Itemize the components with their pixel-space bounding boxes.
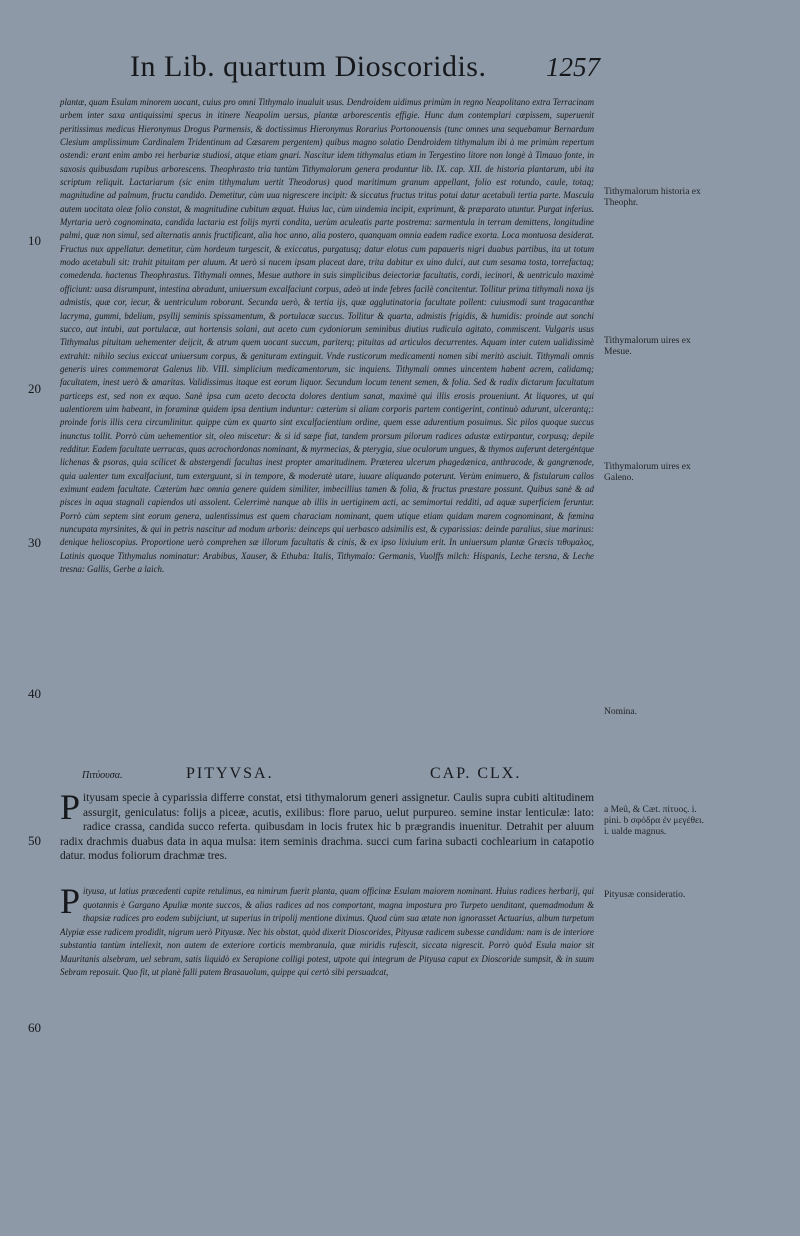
commentary-text: plantæ, quam Esulam minorem uocant, cuius pro omni Tithymalo inualuit usus. Dendroidem uidimus primùm in regno Neapolitano extra Terracinam urbem inter saxa antiquissimi specus in itinere Neapolim uersus, plantæ arborescentis effigie. Hunc dum contemplari cœpissem, superuenit peritissimus medicus Hieronymus Drogus Parmensis, & doctissimus Hieronymus Rorarius Portonouensis (tunc omnes una sequebamur Bernardum Clesium amplissimum Cardinalem Tridentinum ad Cæsarem pergentem) quibus magno solatio Dendroidem tithymalum ibi à me primùm repertum ostendi: erant enim ambo rei herbariæ studiosi, atque etiam gnari. Nascitur idem tithymalus etiam in Tergestino litore non longè à Timauo fonte, in saxosis quibusdam rupibus arborescens. Theophrasto tria tantùm Tithymalorum genera produntur lib. IX. cap. XII. de historia plantarum, ubi ita scriptum reliquit. Lactariarum (sic enim tithymalum uertit Theodorus) quod maritimum granum appellant, folio est rotundo, caule, totaq; magnitudine ad palmum, fructu candido. Demetitur, cùm uua nigrescere incipit: & siccatus fructus tritus potui datur acetabuli tertia parte. Mascula autem uocitata oleæ folio constat, & magnitudine cubitum æquat. Huius lac, cùm uindemia incipit, exprimunt, & præparato utuntur. Purgat inferius. Myrtaria uerò cognominata, candida lactaria est folijs myrti condita, uerùm aculeatis parte postrema: sarmentula in terram demittens, longitudine palmi, quæ non simul, sed alternatis annis fructificant, alia hoc anno, alia postero, quanquam omnia eadem radice exorta. Loca montuosa desiderat. Fructus nux appellatur. demetitur, cùm hordeum turgescit, & exiccatus, purgatusq; datur elotus cum papaueris nigri duabus partibus, ita ut totum modo acetabuli sit: trahit pituitam per aluum. At uerò si nucem ipsam placeat dare, trita dabitur ex uino dulci, aut cum sesama tosta, torrefactaq; comedenda. hactenus Theophrastus. Tithymali omnes, Mesue authore in suis simplicibus deiectoriæ facultatis, cordi, iecinori, & uentriculo maximè officiunt: uasa disrumpunt, intestina abradunt, uniuersum excalfaciunt corpus, adeò ut inde febres facilè concitentur. Tollitur prima tithymali noxa ijs admistis, quæ cor, iecur, & uentriculum roborant. Secunda uerò, & tertia ijs, quæ agglutinatoria facultate pollent: cuiusmodi sunt tragacanthæ lacryma, gummi, bdelium, psyllij seminis spissamentum, & portulacæ succus. Tollitur & quarta, admistis frigidis, & humidis: proinde aut sonchi succo, aut intubi, aut portulacæ, aut hortensis solani, aut aceto cum cydoniorum seminibus diutius rudicula agitato, commiscent. Vulgaris usus Tithymalus pituitam uehementer deijcit, & atrum quem uocant succum, pariterq; pituitas ad articulos decurrentes. Aquam inter cutem ualidissimè extrahit: nihilo secius exiccat uniuersum corpus, & genituram extinguit. Vnde rusticorum medicamenti nomen sibi meritò asciuit. Tithymali omnis generis uires commemorat Galenus lib. VIII. simplicium medicamentorum, sic inquiens. Tithymali omnes uincentem habent acrem, calidamq; facultatem, inest uerò & amaritas. Validissimus itaque est eorum liquor. Secundum locum tenent semen, & folia. Sed & radix dictarum facultatum particeps est, sed non ex æquo. Sanè ipsa cum aceto decocta dolores dentium sanat, maximè qui illis erosis proueniunt. At liquores, ut qui ualentiorem uim habeant, in foraminæ quidem ipsa dentium induntur: cæterùm si aliam corporis partem contigerint, continuò adurunt, ulcerantq;: proinde foris illis cera circumlinitur. quippe cùm ex quarto sint excalfacientium ordine, quem esse adurentium posuimus. Sic pilos quoque succus inunctus tollit. Porrò cùm uehementior sit, oleo miscetur: & si id sæpe fiat, tandem prorsum pilorum radices adustæ extirpantur, corpusq; depile redditur. Eadem facultate uerrucas, quas acrochordonas nominant, & myrmecias, & pterygia, siue oculorum ungues, & thymos auferunt detergéntque lichenas & psoras, quia scilicet & abstergendi facultas inest propter amaritudinem. Præterea ulcerum phagedænica, anthracode, & gangrænode, quia ualenter tum excalfaciunt, tum exterguunt, si in tempore, & moderatè utare, iuuare aliquando poterunt. Verùm enimuero, & fistularum callos eximunt eadem facultate. Cæterùm hæc omnia genere quidem similiter, imbecillius tamen & folia, & fructus præstare possunt. Quibus sanè & ad pisces in aqua stagnali capiendos uti assolent. Celerrimè nanque ab illis in uertiginem acti, ac semimortui redditi, ad aquæ superficiem feruntur. Porrò cùm septem sint eorum genera, ualentissimus est quem characiam nominant, quem utique etiam quidam marem cognominant, & fœmina nuncupata myrsinites, & qui in petris nascitur ad modum arboris: deinceps qui uerbasco adsimilis est, & cyparissias: deinde paralius, siue marinus: denique helioscopius. Proportione uerò comprehen sæ illorum facultatis & cinis, & ex ipso lixiuium erit. In uniuersum plantæ Græcis τιθυμαλος, Latinis quoque Tithymalus nominatur: Arabibus, Xauser, & Ethuba: Italis, Tithymalo: Germanis, Vuolffs milch: Hispanis, Leche tersna, & Leche tresna: Gallis, Gerbe a laich. [60,97,594,575]
chapter-number: CAP. CLX. [430,765,522,782]
dioscorides-text-block [60,787,594,864]
margin-note: Tithymalorum uires ex Galeno. [604,462,691,483]
line-number: 10 [28,233,41,248]
line-number: 40 [28,686,41,701]
margin-note: Nomina. [604,707,637,717]
drop-cap: P [60,881,81,921]
commentary-text-2: Pityusa, ut latius præcedenti capite retulimus, ea nimirum fuerit planta, quam officinæ Esulam maiorem nominant. Huius radices herbarij, qui quotannis è Gargano Apuliæ monte succos, & alias radices ad nos comportant, magna impostura pro Turpeto uenditant, quemadmodum & thapsiæ radices pro eodem subijciunt, ut superius in tripolij mentione diximus. Quod cùm sua ætate non ignorasset Actuarius, album turpetum Alypiæ esse radicem prodidit, nigrum uerò Pityusæ. Nec his obstat, quòd dixerit Dioscorides, Pityusæ radicem subesse candidam: nam is de interiore substantia tantùm intellexit, non autem de exteriore corticis membranula, quæ miridis rufescit, siccata nigrescit. Porrò quòd Esula maior sit Mauritanis alsebram, uel sebram, satis liquidò ex Serapione colligi potest, utpote qui integrum de Pityusa caput ex Dioscoride sumpsit, & in suum Sebram reposuit. Quo fit, ut planè falli putem Brasauolum, quippe qui certò sibi persuadcat, [60,881,594,977]
commentary-block-2 [60,881,594,980]
running-head [130,50,600,92]
margin-note: Tithymalorum uires ex Mesue. [604,336,691,357]
line-number: 20 [28,381,41,396]
dioscorides-text: Pityusam specie à cyparissia differre constat, etsi tithymalorum generi assignetur. Caulis supra cubiti altitudinem assurgit, geniculatus: folijs a piceæ, acutis, exilibus: flore paruo, uelut purpureo. semine instar lenticulæ: lato: radice crassa, candida succo referta. quibusdam in locis frutex hic b prægrandis inuenitur. Detrahit per aluum radix drachmis duabus data in aqua mulsa: item seminis drachma. succi cum farina subacti cochlearium in catapotio datur. modus foliorum drachmæ tres. [60,787,594,863]
chapter-latin-title: PITYVSA. [186,765,274,782]
margin-note: Tithymalorum historia ex Theophr. [604,187,701,208]
running-title: In Lib. quartum Dioscoridis. [130,50,487,83]
page-number: 1257 [546,52,600,82]
line-number: 50 [28,833,41,848]
chapter-heading [60,764,594,786]
chapter-greek-title: Πιτύουσα. [82,770,123,781]
margin-note: a Meû, & Cæt. πίτυος. i. pini. b σφόδρα ἐν μεγέθει. i. ualde magnus. [604,805,704,837]
commentary-block [60,96,594,576]
drop-cap: P [60,787,81,827]
line-number: 30 [28,535,41,550]
margin-note: Pityusæ consideratio. [604,890,686,900]
line-number: 60 [28,1020,41,1035]
